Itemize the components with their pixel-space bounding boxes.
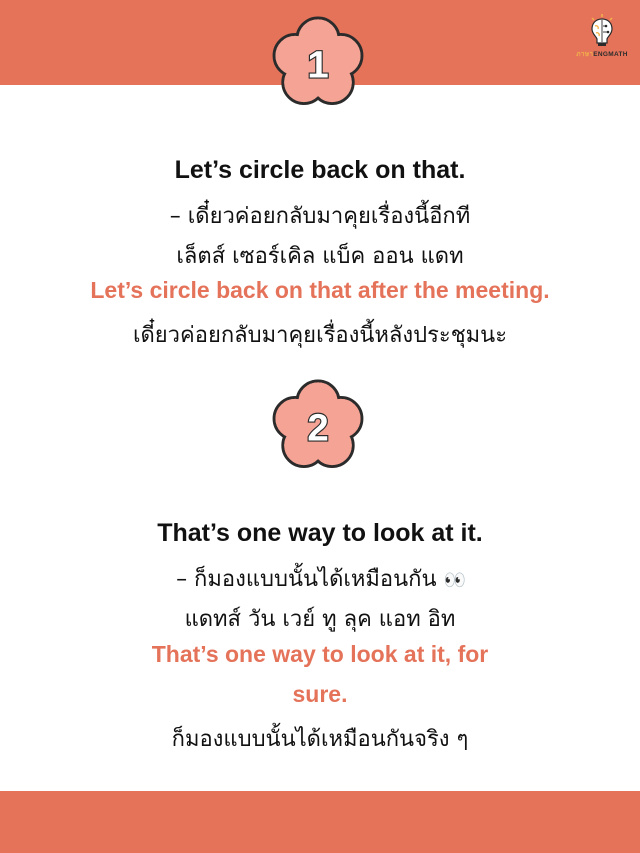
bottom-banner bbox=[0, 791, 640, 853]
brain-bulb-icon bbox=[589, 14, 615, 48]
number-badge-2 bbox=[270, 378, 366, 474]
example-1: Let’s circle back on that after the meeting. bbox=[90, 277, 550, 303]
brand-part1: ภาษา bbox=[576, 51, 594, 58]
meaning-2 bbox=[0, 561, 640, 596]
pronunciation-1: เล็ตส์ เซอร์เคิล แบ็ค ออน แดท bbox=[176, 244, 464, 269]
brand-logo bbox=[566, 14, 638, 74]
meaning-1: – เดี๋ยวค่อยกลับมาคุยเรื่องนี้อีกที bbox=[169, 204, 471, 229]
example-2-line-2: sure. bbox=[292, 681, 348, 707]
brand-part2: ENGMATH bbox=[593, 51, 628, 58]
badge-number: 2 bbox=[307, 406, 329, 450]
phrase-1: Let’s circle back on that. bbox=[174, 156, 466, 184]
example-translation-2: ก็มองแบบนั้นได้เหมือนกันจริง ๆ bbox=[171, 727, 469, 752]
number-badge-1 bbox=[270, 15, 366, 111]
pronunciation-2: แดทส์ วัน เวย์ ทู ลุค แอท อิท bbox=[184, 607, 456, 632]
eyes-icon: 👀 bbox=[443, 570, 464, 591]
example-translation-1: เดี๋ยวค่อยกลับมาคุยเรื่องนี้หลังประชุมนะ bbox=[132, 323, 508, 348]
brand-wordmark bbox=[566, 49, 638, 59]
phrase-2: That’s one way to look at it. bbox=[157, 519, 483, 547]
badge-number: 1 bbox=[307, 43, 329, 87]
meaning-2-text: – ก็มองแบบนั้นได้เหมือนกัน bbox=[176, 567, 437, 592]
example-2-line-1: That’s one way to look at it, for bbox=[151, 641, 489, 667]
